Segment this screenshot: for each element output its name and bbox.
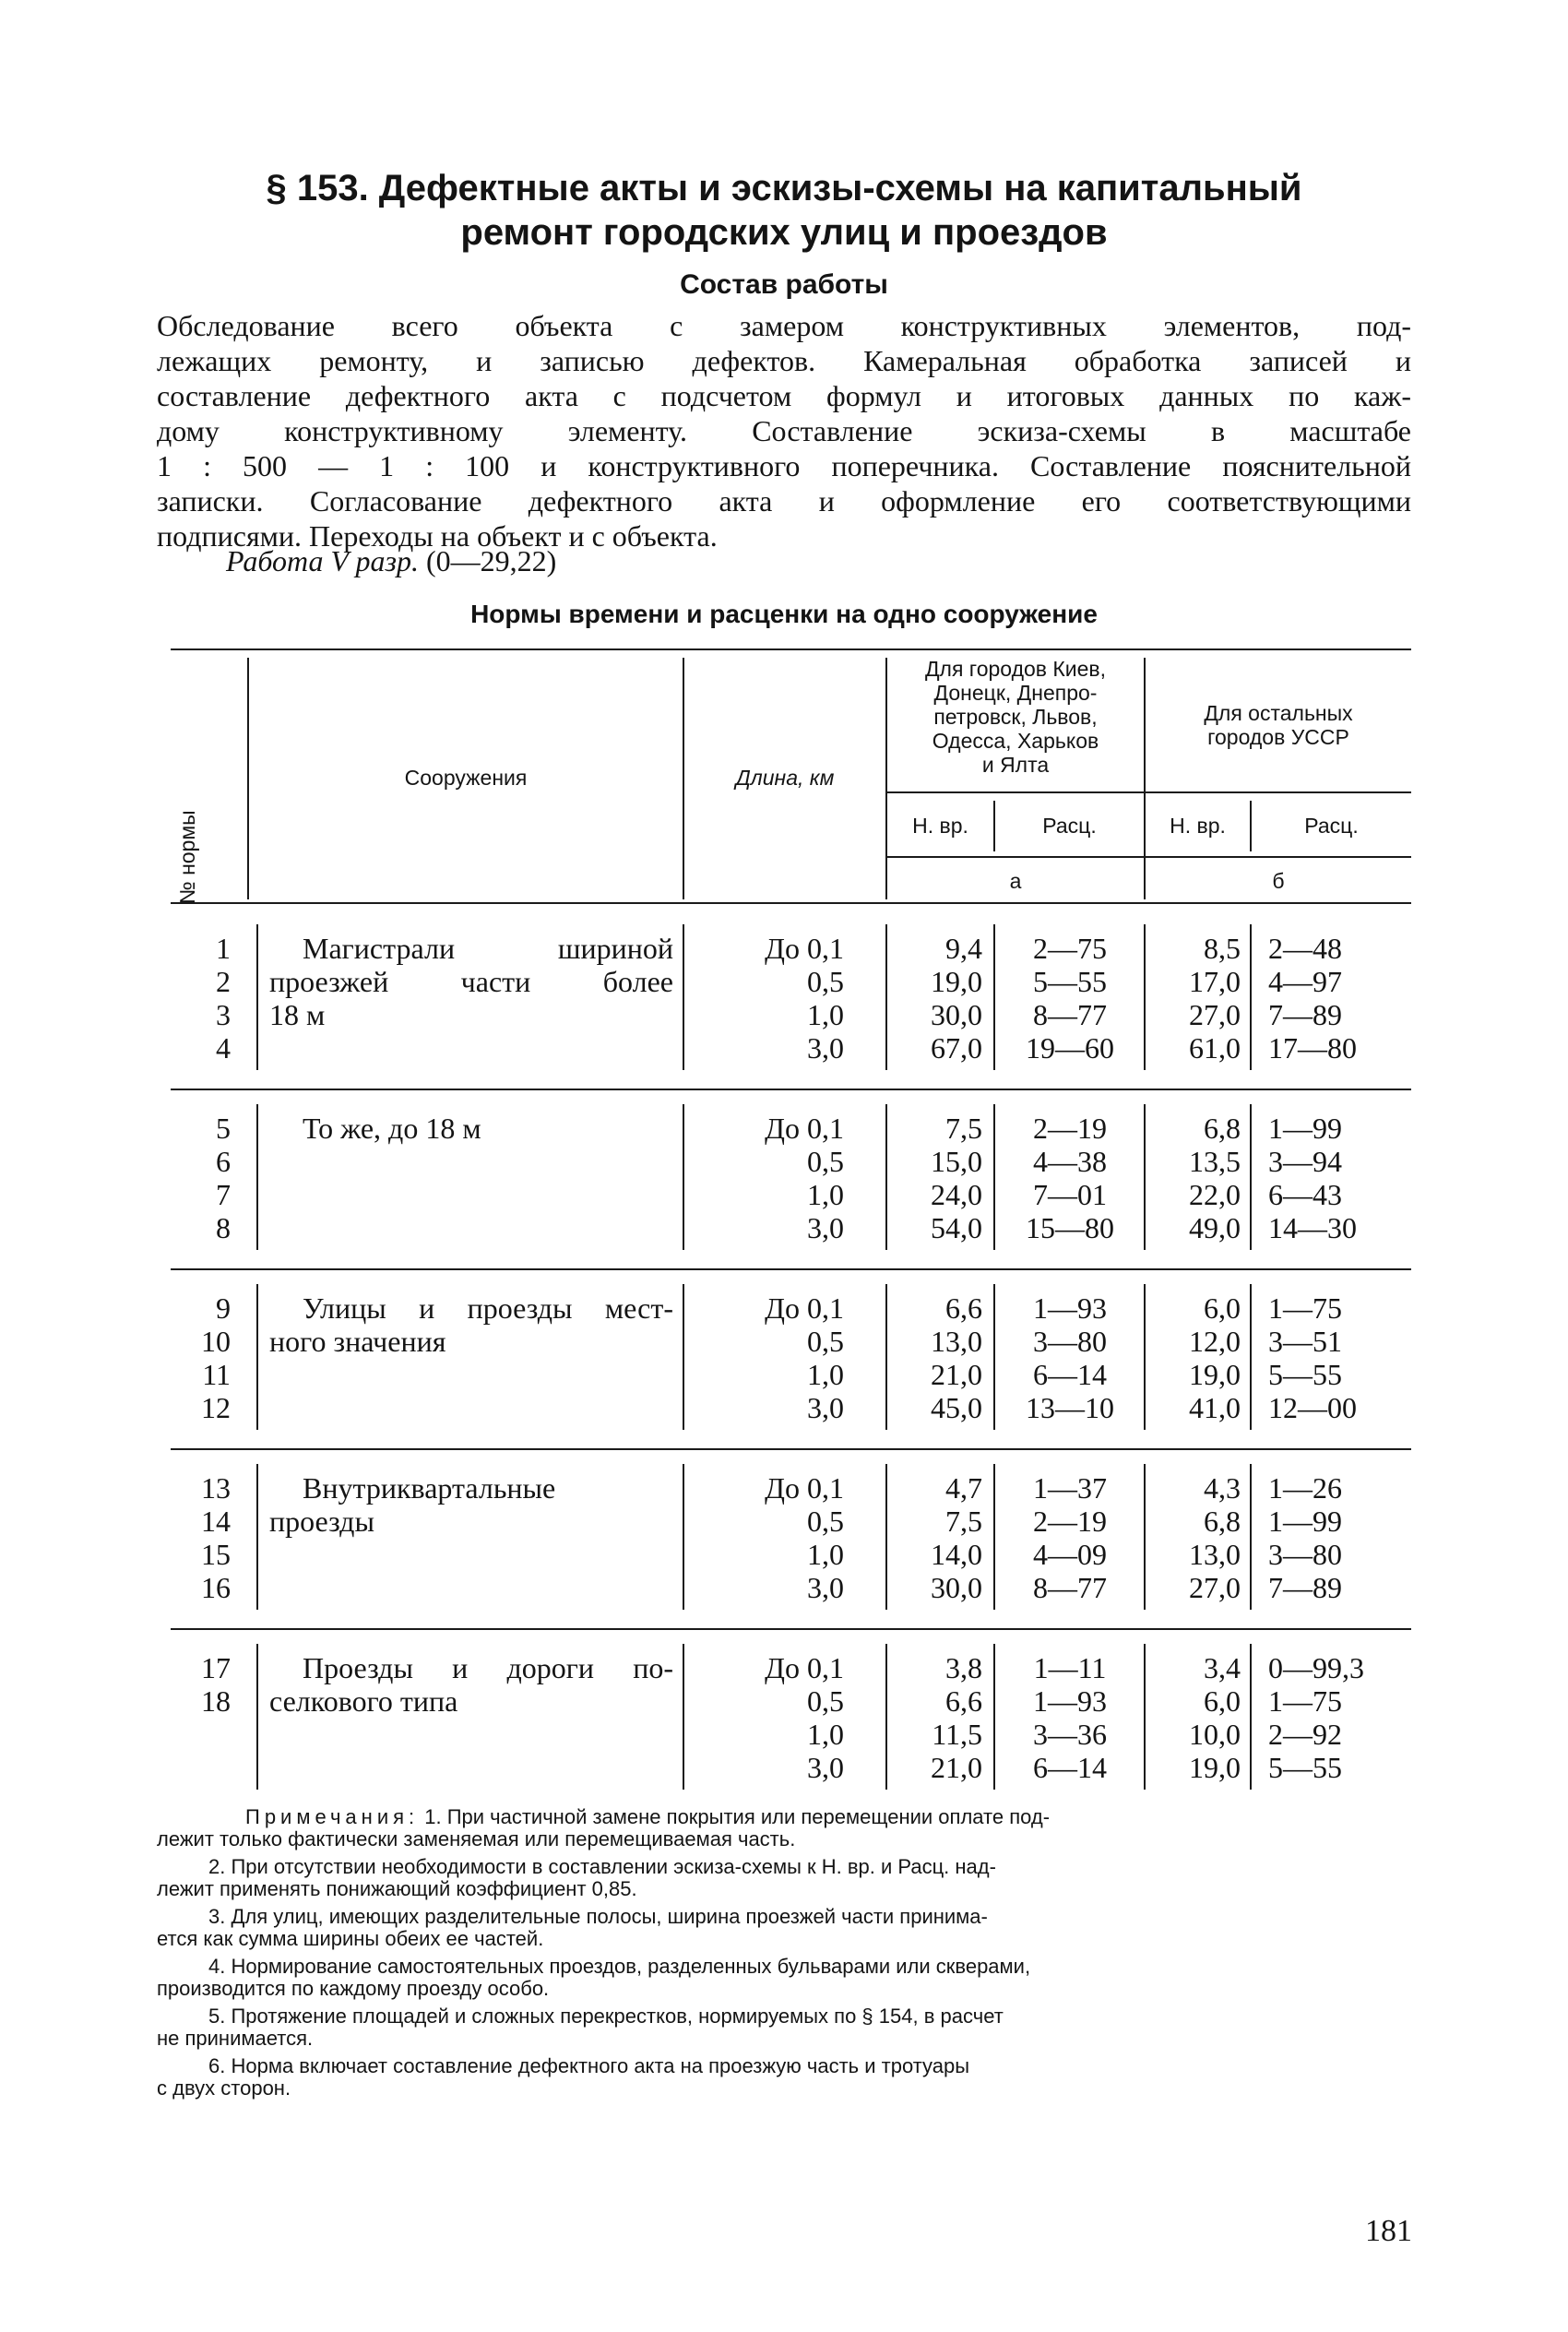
group-column-rule: [256, 1644, 258, 1790]
group-column-rule: [1144, 1104, 1146, 1250]
length-value: 1,0: [807, 998, 844, 1031]
note-line: лежит только фактически заменяемая или перемещиваемая часть.: [157, 1827, 796, 1850]
b-norm-time: 19,0: [1189, 1751, 1241, 1784]
a-rate: 3—36: [1033, 1718, 1107, 1751]
b-norm-time: 49,0: [1189, 1211, 1241, 1244]
norm-number: 6: [216, 1145, 231, 1178]
structure-name-line: проезды: [269, 1505, 374, 1538]
group-column-rule: [1144, 1644, 1146, 1790]
a-norm-time: 14,0: [931, 1538, 982, 1571]
b-norm-time: 4,3: [1204, 1471, 1241, 1505]
b-rate: 2—48: [1268, 932, 1342, 965]
norm-number: 3: [216, 998, 231, 1031]
a-rate: 5—55: [1033, 965, 1107, 998]
structure-name: [269, 932, 673, 1031]
norm-number: 8: [216, 1211, 231, 1244]
length-value: 0,5: [807, 1505, 844, 1538]
group-a-header-line: петровск, Львов,: [933, 705, 1098, 729]
length-value: 3,0: [807, 1751, 844, 1784]
a-norm-time: 6,6: [945, 1684, 982, 1718]
b-norm-time: 19,0: [1189, 1358, 1241, 1391]
length-value: До 0,1: [765, 1112, 844, 1145]
group-a-header-line: Одесса, Харьков: [932, 729, 1099, 753]
b-norm-time: 6,8: [1204, 1505, 1241, 1538]
group-column-rule: [683, 924, 684, 1070]
b-rate: 6—43: [1268, 1178, 1342, 1211]
note-line: 4. Нормирование самостоятельных проездов, разделенных бульварами или скверами,: [208, 1955, 1031, 1978]
b-rate: 14—30: [1268, 1211, 1357, 1244]
a-rate: 8—77: [1033, 998, 1107, 1031]
norm-number: 4: [216, 1031, 231, 1065]
note-line: 3. Для улиц, имеющих разделительные полосы, ширина проезжей части принима-: [208, 1905, 988, 1928]
length-value: 0,5: [807, 965, 844, 998]
a-rate: 15—80: [1026, 1211, 1114, 1244]
b-rate: 17—80: [1268, 1031, 1357, 1065]
a-rate: 1—37: [1033, 1471, 1107, 1505]
norm-number: 2: [216, 965, 231, 998]
a-rate: 13—10: [1026, 1391, 1114, 1424]
a-rate: 4—09: [1033, 1538, 1107, 1571]
header-bottom-rule: [171, 902, 1411, 904]
group-column-rule: [683, 1104, 684, 1250]
b-rate: 1—75: [1268, 1291, 1342, 1325]
structure-name-line: То же, до 18 м: [303, 1112, 481, 1145]
subheader-rule-1: [885, 791, 1411, 793]
a-rate: 7—01: [1033, 1178, 1107, 1211]
structure-name: [269, 1112, 673, 1145]
a-norm-time: 24,0: [931, 1178, 982, 1211]
a-norm-time: 7,5: [945, 1505, 982, 1538]
a-norm-time: 30,0: [931, 998, 982, 1031]
length-value: 3,0: [807, 1391, 844, 1424]
header-num: № нормы: [175, 810, 199, 904]
b-rate: 3—51: [1268, 1325, 1342, 1358]
b-rate: 5—55: [1268, 1751, 1342, 1784]
group-separator-rule: [171, 1448, 1411, 1450]
norm-number: 5: [216, 1112, 231, 1145]
header-b-norm-time: Н. вр.: [1170, 814, 1226, 838]
description-line: дому конструктивному элементу. Составление эскиза-схемы в масштабе: [157, 414, 1411, 447]
b-rate: 1—75: [1268, 1684, 1342, 1718]
a-norm-time: 11,5: [932, 1718, 982, 1751]
group-column-rule: [885, 1464, 887, 1610]
structure-name-line: Внутриквартальные: [303, 1471, 556, 1505]
notes: [157, 1806, 1411, 2100]
structure-name-line: селкового типа: [269, 1684, 458, 1718]
a-rate: 1—11: [1033, 1651, 1107, 1684]
group-column-rule: [993, 1284, 995, 1430]
a-rate: 2—19: [1033, 1505, 1107, 1538]
b-norm-time: 61,0: [1189, 1031, 1241, 1065]
work-description: [157, 308, 1411, 553]
structure-name: [269, 1291, 673, 1358]
a-norm-time: 6,6: [945, 1291, 982, 1325]
work-composition-heading: Состав работы: [680, 269, 888, 300]
group-column-rule: [1250, 1464, 1252, 1610]
b-rate: 12—00: [1268, 1391, 1357, 1424]
norm-number: 18: [201, 1684, 231, 1718]
header-col-a: а: [1009, 869, 1022, 893]
norm-number: 17: [201, 1651, 231, 1684]
page-number: 181: [1365, 2214, 1412, 2248]
b-norm-time: 17,0: [1189, 965, 1241, 998]
length-value: 1,0: [807, 1178, 844, 1211]
worker-code: (0—29,22): [425, 544, 557, 577]
length-value: До 0,1: [765, 1651, 844, 1684]
a-rate: 19—60: [1026, 1031, 1114, 1065]
group-column-rule: [885, 1644, 887, 1790]
header-group-b: [1146, 701, 1411, 749]
length-value: 1,0: [807, 1538, 844, 1571]
group-column-rule: [1144, 924, 1146, 1070]
header-col-b: б: [1272, 869, 1285, 893]
a-rate: 8—77: [1033, 1571, 1107, 1604]
norm-number: 11: [202, 1358, 231, 1391]
group-column-rule: [683, 1284, 684, 1430]
structure-name-line: Улицы и проезды мест-: [303, 1291, 673, 1325]
group-column-rule: [993, 1464, 995, 1610]
b-norm-time: 6,8: [1204, 1112, 1241, 1145]
length-value: 0,5: [807, 1325, 844, 1358]
norm-number: 13: [201, 1471, 231, 1505]
header-length: Длина, км: [735, 766, 835, 790]
a-norm-time: 3,8: [945, 1651, 982, 1684]
header-structure: Сооружения: [404, 766, 528, 790]
group-separator-rule: [171, 1268, 1411, 1270]
structure-name-line: Магистрали шириной: [303, 932, 673, 965]
b-rate: 5—55: [1268, 1358, 1342, 1391]
a-rate: 1—93: [1033, 1684, 1107, 1718]
norm-number: 7: [216, 1178, 231, 1211]
note-line: лежит применять понижающий коэффициент 0,85.: [157, 1877, 637, 1900]
b-norm-time: 41,0: [1189, 1391, 1241, 1424]
group-column-rule: [885, 1284, 887, 1430]
group-b-header-line: городов УССР: [1207, 725, 1349, 749]
a-rate: 1—93: [1033, 1291, 1107, 1325]
group-column-rule: [1144, 1464, 1146, 1610]
length-value: До 0,1: [765, 932, 844, 965]
description-line: лежащих ремонту, и записью дефектов. Камеральная обработка записей и: [157, 344, 1411, 377]
description-line: 1 : 500 — 1 : 100 и конструктивного поперечника. Составление пояснительной: [157, 449, 1411, 482]
group-column-rule: [256, 924, 258, 1070]
b-norm-time: 8,5: [1204, 932, 1241, 965]
table-title: Нормы времени и расценки на одно сооружение: [470, 600, 1098, 628]
length-value: 0,5: [807, 1684, 844, 1718]
b-norm-time: 6,0: [1204, 1684, 1241, 1718]
group-column-rule: [1250, 1104, 1252, 1250]
a-norm-time: 45,0: [931, 1391, 982, 1424]
note-text: 1. При частичной замене покрытия или перемещении оплате под-: [419, 1805, 1051, 1828]
group-a-header-line: Донецк, Днепро-: [933, 681, 1098, 705]
b-norm-time: 22,0: [1189, 1178, 1241, 1211]
a-norm-time: 21,0: [931, 1751, 982, 1784]
structure-name: [269, 1471, 673, 1538]
a-norm-time: 13,0: [931, 1325, 982, 1358]
b-rate: 1—26: [1268, 1471, 1342, 1505]
note-line: производится по каждому проезду особо.: [157, 1977, 550, 2000]
note-line: 5. Протяжение площадей и сложных перекрестков, нормируемых по § 154, в расчет: [208, 2005, 1004, 2028]
description-line: записки. Согласование дефектного акта и оформление его соответствующими: [157, 484, 1411, 518]
group-column-rule: [993, 924, 995, 1070]
a-rate: 3—80: [1033, 1325, 1107, 1358]
norm-number: 14: [201, 1505, 231, 1538]
a-rate: 6—14: [1033, 1358, 1107, 1391]
header-b-rate: Расц.: [1304, 814, 1359, 838]
group-column-rule: [885, 924, 887, 1070]
length-value: 1,0: [807, 1358, 844, 1391]
group-column-rule: [683, 1644, 684, 1790]
subheader-rule-2: [885, 856, 1411, 858]
a-norm-time: 7,5: [945, 1112, 982, 1145]
b-norm-time: 6,0: [1204, 1291, 1241, 1325]
length-value: До 0,1: [765, 1291, 844, 1325]
structure-name-line: ного значения: [269, 1325, 446, 1358]
group-column-rule: [256, 1464, 258, 1610]
group-b-header-line: Для остальных: [1204, 701, 1353, 725]
a-norm-time: 54,0: [931, 1211, 982, 1244]
length-value: 0,5: [807, 1145, 844, 1178]
b-norm-time: 3,4: [1204, 1651, 1241, 1684]
a-norm-time: 9,4: [945, 932, 982, 965]
b-norm-time: 10,0: [1189, 1718, 1241, 1751]
section-title-line1: § 153. Дефектные акты и эскизы-схемы на капитальный: [266, 168, 1302, 208]
b-rate: 4—97: [1268, 965, 1342, 998]
group-column-rule: [993, 1644, 995, 1790]
group-column-rule: [1144, 1284, 1146, 1430]
group-separator-rule: [171, 1628, 1411, 1630]
a-norm-time: 21,0: [931, 1358, 982, 1391]
norm-number: 1: [216, 932, 231, 965]
notes-heading: Примечания:: [245, 1805, 420, 1828]
norm-number: 12: [201, 1391, 231, 1424]
b-norm-time: 27,0: [1189, 998, 1241, 1031]
structure-name-line: 18 м: [269, 998, 326, 1031]
norm-number: 9: [216, 1291, 231, 1325]
note-line: 6. Норма включает составление дефектного акта на проезжую часть и тротуары: [208, 2054, 970, 2077]
b-rate: 3—94: [1268, 1145, 1342, 1178]
b-rate: 2—92: [1268, 1718, 1342, 1751]
b-norm-time: 13,5: [1189, 1145, 1241, 1178]
description-line: Обследование всего объекта с замером конструктивных элементов, под-: [157, 309, 1411, 342]
length-value: До 0,1: [765, 1471, 844, 1505]
structure-name: [269, 1651, 673, 1718]
note-line: с двух сторон.: [157, 2076, 291, 2100]
b-rate: 1—99: [1268, 1112, 1342, 1145]
b-rate: 7—89: [1268, 1571, 1342, 1604]
group-column-rule: [885, 1104, 887, 1250]
header-a-rate: Расц.: [1042, 814, 1097, 838]
b-rate: 7—89: [1268, 998, 1342, 1031]
structure-name-line: проезжей части более: [269, 965, 673, 998]
length-value: 3,0: [807, 1031, 844, 1065]
description-line: составление дефектного акта с подсчетом формул и итоговых данных по каж-: [157, 379, 1411, 412]
b-rate: 1—99: [1268, 1505, 1342, 1538]
a-norm-time: 19,0: [931, 965, 982, 998]
b-norm-time: 12,0: [1189, 1325, 1241, 1358]
norm-number: 15: [201, 1538, 231, 1571]
description-line: подписями. Переходы на объект и с объекта.: [157, 519, 718, 553]
group-column-rule: [1250, 1644, 1252, 1790]
note-line: [157, 1806, 1411, 1828]
length-value: 3,0: [807, 1571, 844, 1604]
group-column-rule: [256, 1104, 258, 1250]
a-rate: 2—75: [1033, 932, 1107, 965]
b-norm-time: 27,0: [1189, 1571, 1241, 1604]
norm-number: 10: [201, 1325, 231, 1358]
a-norm-time: 30,0: [931, 1571, 982, 1604]
structure-name-line: Проезды и дороги по-: [303, 1651, 673, 1684]
header-a-norm-time: Н. вр.: [912, 814, 968, 838]
group-column-rule: [256, 1284, 258, 1430]
header-group-a: [887, 657, 1144, 777]
group-separator-rule: [171, 1089, 1411, 1090]
a-norm-time: 15,0: [931, 1145, 982, 1178]
length-value: 1,0: [807, 1718, 844, 1751]
note-line: не принимается.: [157, 2027, 314, 2050]
group-column-rule: [683, 1464, 684, 1610]
b-rate: 3—80: [1268, 1538, 1342, 1571]
a-rate: 4—38: [1033, 1145, 1107, 1178]
table-top-rule: [171, 648, 1411, 650]
a-norm-time: 67,0: [931, 1031, 982, 1065]
group-a-header-line: Для городов Киев,: [924, 657, 1107, 681]
b-norm-time: 13,0: [1189, 1538, 1241, 1571]
a-norm-time: 4,7: [945, 1471, 982, 1505]
worker-grade: Работа V разр.: [226, 544, 419, 577]
a-rate: 6—14: [1033, 1751, 1107, 1784]
group-a-header-line: и Ялта: [981, 753, 1050, 777]
norm-number: 16: [201, 1571, 231, 1604]
section-title-line2: ремонт городских улиц и проездов: [460, 212, 1108, 253]
a-rate: 2—19: [1033, 1112, 1107, 1145]
length-value: 3,0: [807, 1211, 844, 1244]
group-column-rule: [1250, 924, 1252, 1070]
group-column-rule: [1250, 1284, 1252, 1430]
worker-grade-line: [226, 544, 556, 578]
group-column-rule: [993, 1104, 995, 1250]
header-vline-4: [1144, 658, 1146, 899]
b-rate: 0—99,3: [1268, 1651, 1364, 1684]
note-line: 2. При отсутствии необходимости в составлении эскиза-схемы к Н. вр. и Расц. над-: [208, 1855, 996, 1878]
note-line: ется как сумма ширины обеих ее частей.: [157, 1927, 544, 1950]
